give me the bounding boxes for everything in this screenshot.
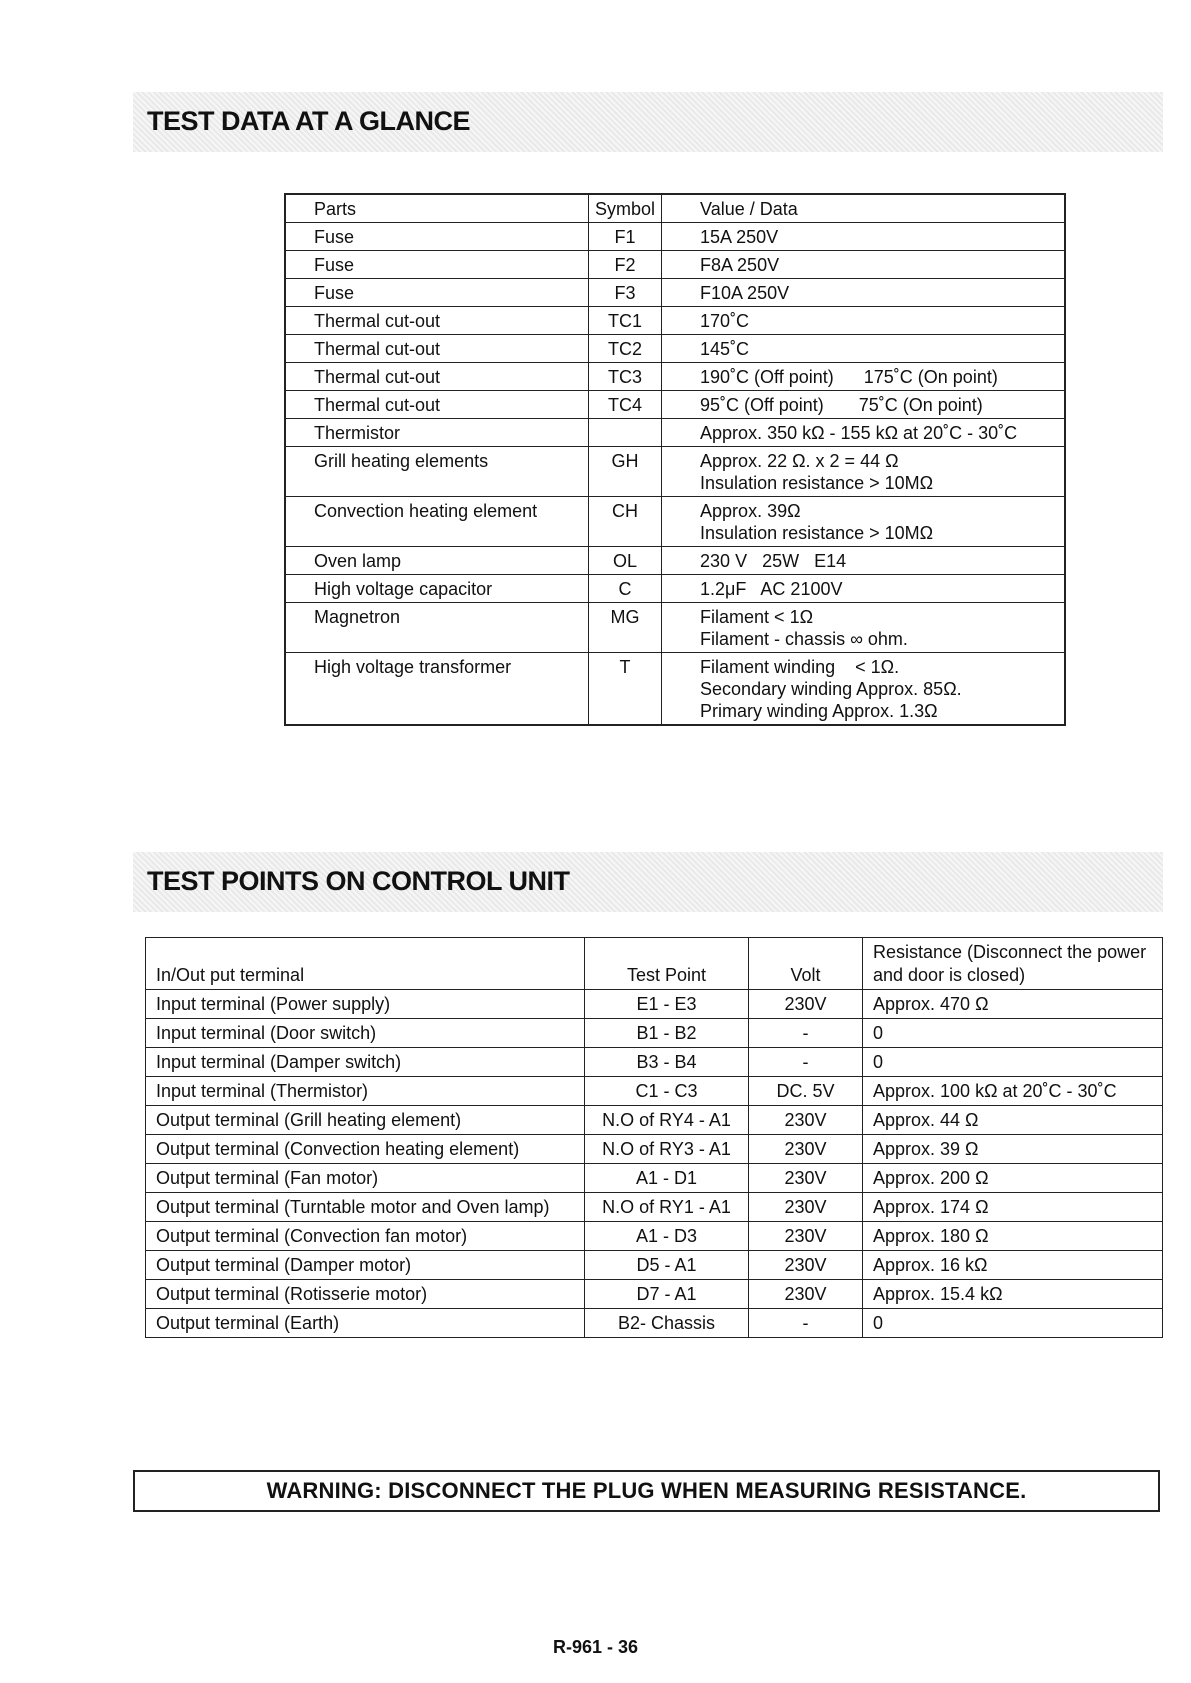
column-header: Test Point — [585, 938, 749, 990]
table-row — [285, 419, 1065, 447]
value-line: Filament - chassis ∞ ohm. — [700, 629, 908, 649]
column-header: Volt — [749, 938, 863, 990]
resistance: Approx. 180 Ω — [863, 1222, 1163, 1251]
value-line: Approx. 350 kΩ - 155 kΩ at 20˚C - 30˚C — [700, 423, 1018, 443]
value-line: F10A 250V — [700, 283, 790, 303]
resistance: Approx. 44 Ω — [863, 1106, 1163, 1135]
table-row — [285, 603, 1065, 653]
resistance: Approx. 15.4 kΩ — [863, 1280, 1163, 1309]
terminal: Output terminal (Turntable motor and Oven lamp) — [146, 1193, 585, 1222]
column-header: Value / Data — [662, 194, 1065, 223]
part-name: Fuse — [285, 279, 589, 307]
table-row — [285, 307, 1065, 335]
value-line: Filament < 1Ω — [700, 607, 814, 627]
part-symbol: GH — [589, 447, 662, 497]
part-value — [662, 363, 1065, 391]
table-header-row — [285, 194, 1065, 223]
table-row — [146, 1019, 1163, 1048]
part-symbol: MG — [589, 603, 662, 653]
table-row — [285, 279, 1065, 307]
resistance: 0 — [863, 1019, 1163, 1048]
table-row — [146, 1048, 1163, 1077]
volt: 230V — [749, 1222, 863, 1251]
column-header: Parts — [285, 194, 589, 223]
column-header: In/Out put terminal — [146, 938, 585, 990]
volt: - — [749, 1019, 863, 1048]
test-point: E1 - E3 — [585, 990, 749, 1019]
part-symbol: C — [589, 575, 662, 603]
test-point: N.O of RY3 - A1 — [585, 1135, 749, 1164]
part-symbol: F1 — [589, 223, 662, 251]
part-name: Thermal cut-out — [285, 391, 589, 419]
table-row — [146, 1222, 1163, 1251]
part-name: Thermal cut-out — [285, 363, 589, 391]
resistance: Approx. 470 Ω — [863, 990, 1163, 1019]
part-value — [662, 419, 1065, 447]
section-title-test-data: TEST DATA AT A GLANCE — [147, 106, 470, 136]
table-row — [285, 335, 1065, 363]
part-symbol: TC4 — [589, 391, 662, 419]
terminal: Input terminal (Door switch) — [146, 1019, 585, 1048]
terminal: Input terminal (Power supply) — [146, 990, 585, 1019]
value-line: Insulation resistance > 10MΩ — [700, 473, 934, 493]
resistance: Approx. 16 kΩ — [863, 1251, 1163, 1280]
resistance: 0 — [863, 1048, 1163, 1077]
value-line: Primary winding Approx. 1.3Ω — [700, 701, 938, 721]
table-row — [146, 1251, 1163, 1280]
volt: 230V — [749, 990, 863, 1019]
volt: 230V — [749, 1193, 863, 1222]
page-footer: R-961 - 36 — [552, 1637, 639, 1657]
volt: - — [749, 1048, 863, 1077]
table-row — [285, 575, 1065, 603]
table-row — [146, 1077, 1163, 1106]
value-line: 1.2μF AC 2100V — [700, 579, 843, 599]
value-line: 190˚C (Off point) 175˚C (On point) — [700, 367, 998, 387]
value-line: Filament winding < 1Ω. — [700, 657, 900, 677]
test-point: D7 - A1 — [585, 1280, 749, 1309]
column-header: Symbol — [589, 194, 662, 223]
table-row — [285, 363, 1065, 391]
table-row — [146, 990, 1163, 1019]
part-value — [662, 653, 1065, 726]
terminal: Output terminal (Convection heating element) — [146, 1135, 585, 1164]
resistance: Approx. 100 kΩ at 20˚C - 30˚C — [863, 1077, 1163, 1106]
test-point: A1 - D1 — [585, 1164, 749, 1193]
table-row — [285, 223, 1065, 251]
part-symbol: CH — [589, 497, 662, 547]
table-row — [285, 497, 1065, 547]
test-point: A1 - D3 — [585, 1222, 749, 1251]
part-name: High voltage capacitor — [285, 575, 589, 603]
volt: DC. 5V — [749, 1077, 863, 1106]
part-symbol: F2 — [589, 251, 662, 279]
section-banner-test-points — [133, 852, 1163, 912]
part-value — [662, 447, 1065, 497]
test-point: B1 - B2 — [585, 1019, 749, 1048]
volt: 230V — [749, 1280, 863, 1309]
part-name: Convection heating element — [285, 497, 589, 547]
table-row — [285, 447, 1065, 497]
parts-table — [284, 193, 1066, 726]
part-symbol: TC2 — [589, 335, 662, 363]
value-line: F8A 250V — [700, 255, 780, 275]
table-header-row — [146, 938, 1163, 990]
column-header: Resistance (Disconnect the power and door is closed) — [863, 938, 1163, 990]
part-name: Fuse — [285, 251, 589, 279]
part-symbol: T — [589, 653, 662, 726]
table-row — [146, 1164, 1163, 1193]
value-line: Approx. 22 Ω. x 2 = 44 Ω — [700, 451, 899, 471]
part-value — [662, 307, 1065, 335]
part-name: Oven lamp — [285, 547, 589, 575]
part-value — [662, 547, 1065, 575]
resistance: Approx. 200 Ω — [863, 1164, 1163, 1193]
part-value — [662, 391, 1065, 419]
test-point: B2- Chassis — [585, 1309, 749, 1338]
volt: 230V — [749, 1135, 863, 1164]
part-value — [662, 223, 1065, 251]
test-points-table — [145, 937, 1163, 1338]
table-row — [146, 1280, 1163, 1309]
value-line: 230 V 25W E14 — [700, 551, 847, 571]
value-line: 15A 250V — [700, 227, 779, 247]
part-name: Magnetron — [285, 603, 589, 653]
volt: 230V — [749, 1251, 863, 1280]
part-name: Grill heating elements — [285, 447, 589, 497]
value-line: 170˚C — [700, 311, 750, 331]
table-row — [146, 1309, 1163, 1338]
test-point: N.O of RY4 - A1 — [585, 1106, 749, 1135]
volt: 230V — [749, 1106, 863, 1135]
table-row — [146, 1193, 1163, 1222]
warning-box: WARNING: DISCONNECT THE PLUG WHEN MEASURING RESISTANCE. — [133, 1470, 1160, 1512]
part-name: Thermal cut-out — [285, 335, 589, 363]
part-name: Thermistor — [285, 419, 589, 447]
part-symbol: F3 — [589, 279, 662, 307]
test-point: D5 - A1 — [585, 1251, 749, 1280]
table-row — [285, 391, 1065, 419]
test-point: C1 - C3 — [585, 1077, 749, 1106]
test-point: N.O of RY1 - A1 — [585, 1193, 749, 1222]
table-row — [146, 1106, 1163, 1135]
part-name: High voltage transformer — [285, 653, 589, 726]
resistance: 0 — [863, 1309, 1163, 1338]
part-value — [662, 603, 1065, 653]
resistance: Approx. 174 Ω — [863, 1193, 1163, 1222]
resistance: Approx. 39 Ω — [863, 1135, 1163, 1164]
part-name: Thermal cut-out — [285, 307, 589, 335]
test-point: B3 - B4 — [585, 1048, 749, 1077]
value-line: Insulation resistance > 10MΩ — [700, 523, 934, 543]
section-banner-test-data — [133, 92, 1163, 152]
section-title-test-points: TEST POINTS ON CONTROL UNIT — [147, 866, 570, 896]
part-symbol: TC3 — [589, 363, 662, 391]
part-value — [662, 251, 1065, 279]
value-line: Approx. 39Ω — [700, 501, 801, 521]
table-row — [285, 653, 1065, 726]
part-value — [662, 497, 1065, 547]
value-line: Secondary winding Approx. 85Ω. — [700, 679, 962, 699]
part-value — [662, 279, 1065, 307]
terminal: Output terminal (Fan motor) — [146, 1164, 585, 1193]
terminal: Input terminal (Damper switch) — [146, 1048, 585, 1077]
terminal: Output terminal (Damper motor) — [146, 1251, 585, 1280]
terminal: Output terminal (Rotisserie motor) — [146, 1280, 585, 1309]
part-symbol: OL — [589, 547, 662, 575]
volt: 230V — [749, 1164, 863, 1193]
part-name: Fuse — [285, 223, 589, 251]
terminal: Output terminal (Grill heating element) — [146, 1106, 585, 1135]
table-row — [146, 1135, 1163, 1164]
part-value — [662, 575, 1065, 603]
terminal: Input terminal (Thermistor) — [146, 1077, 585, 1106]
value-line: 95˚C (Off point) 75˚C (On point) — [700, 395, 983, 415]
value-line: 145˚C — [700, 339, 750, 359]
terminal: Output terminal (Convection fan motor) — [146, 1222, 585, 1251]
table-row — [285, 547, 1065, 575]
volt: - — [749, 1309, 863, 1338]
terminal: Output terminal (Earth) — [146, 1309, 585, 1338]
part-value — [662, 335, 1065, 363]
part-symbol: TC1 — [589, 307, 662, 335]
part-symbol — [589, 419, 662, 447]
table-row — [285, 251, 1065, 279]
